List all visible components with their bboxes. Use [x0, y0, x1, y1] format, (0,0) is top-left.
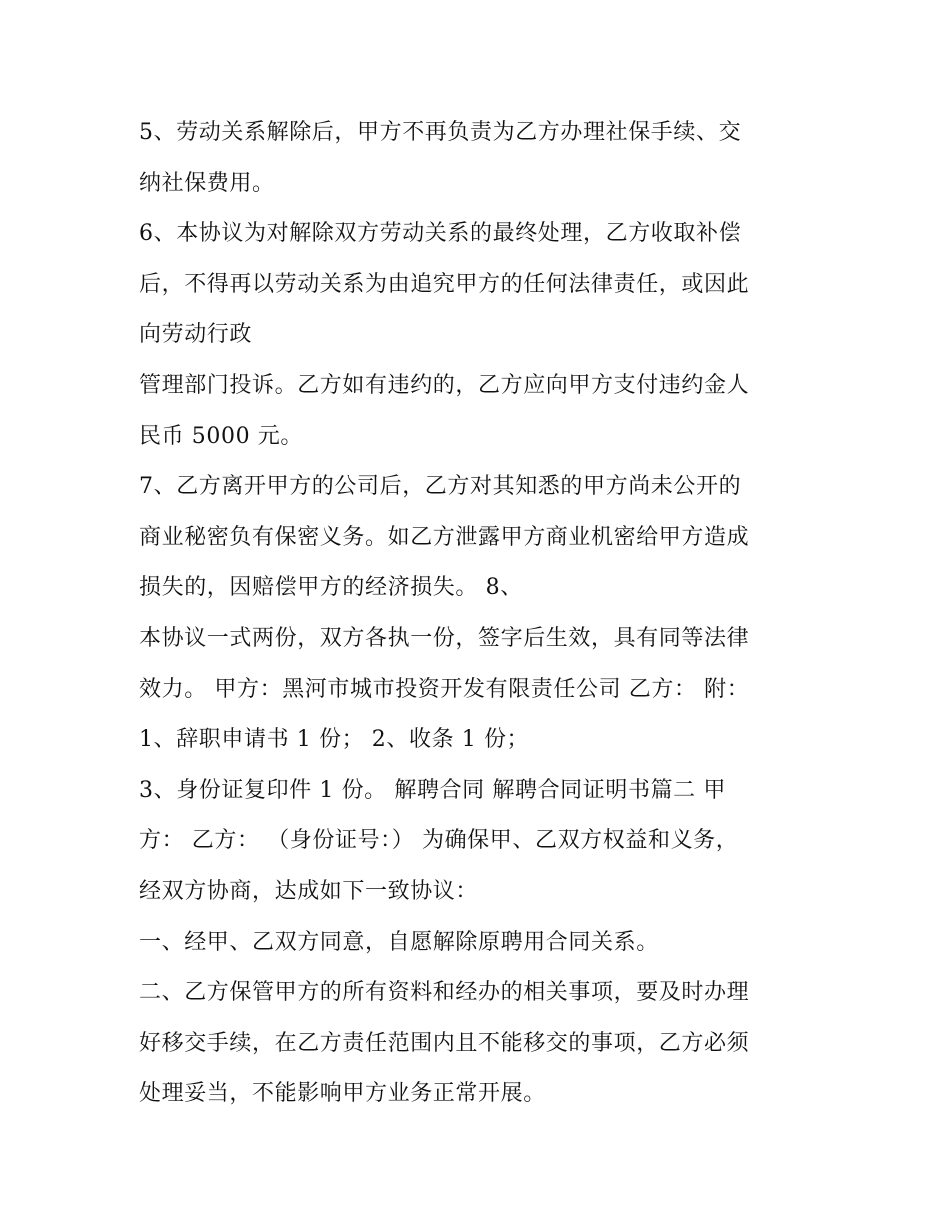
text-line: 经双方协商，达成如下一致协议：	[139, 878, 479, 904]
text-line: 管理部门投诉。乙方如有违约的，乙方应向甲方支付违约金人	[139, 372, 750, 398]
text-line: 7、乙方离开甲方的公司后，乙方对其知悉的甲方尚未公开的	[139, 474, 742, 500]
text-line: 好移交手续，在乙方责任范围内且不能移交的事项，乙方必须	[139, 1030, 750, 1056]
text-line: 1、辞职申请书 1 份； 2、收条 1 份；	[139, 727, 530, 753]
text-line: 5、劳动关系解除后，甲方不再负责为乙方办理社保手续、交	[139, 120, 742, 145]
text-line: 纳社保费用。	[139, 170, 275, 196]
text-line: 6、本协议为对解除双方劳动关系的最终处理，乙方收取补偿	[139, 221, 742, 247]
text-line: 商业秘密负有保密义务。如乙方泄露甲方商业机密给甲方造成	[139, 524, 750, 550]
text-line: 一、经甲、乙双方同意，自愿解除原聘用合同关系。	[139, 929, 659, 955]
document-body	[139, 108, 819, 1120]
text-line: 3、身份证复印件 1 份。 解聘合同 解聘合同证明书篇二 甲	[139, 777, 726, 803]
text-line: 处理妥当，不能影响甲方业务正常开展。	[139, 1081, 546, 1107]
text-line: 本协议一式两份，双方各执一份，签字后生效，具有同等法律	[139, 625, 750, 651]
text-line: 方： 乙方： （身份证号：） 为确保甲、乙双方权益和义务，	[139, 828, 739, 854]
text-line: 向劳动行政	[139, 322, 253, 348]
text-line: 民币 5000 元。	[139, 423, 303, 449]
text-line: 二、乙方保管甲方的所有资料和经办的相关事项，要及时办理	[139, 980, 750, 1006]
text-line: 后，不得再以劳动关系为由追究甲方的任何法律责任，或因此	[139, 271, 750, 297]
text-line: 损失的，因赔偿甲方的经济损失。 8、	[139, 575, 523, 601]
text-line: 效力。 甲方：黑河市城市投资开发有限责任公司 乙方： 附：	[139, 676, 750, 702]
